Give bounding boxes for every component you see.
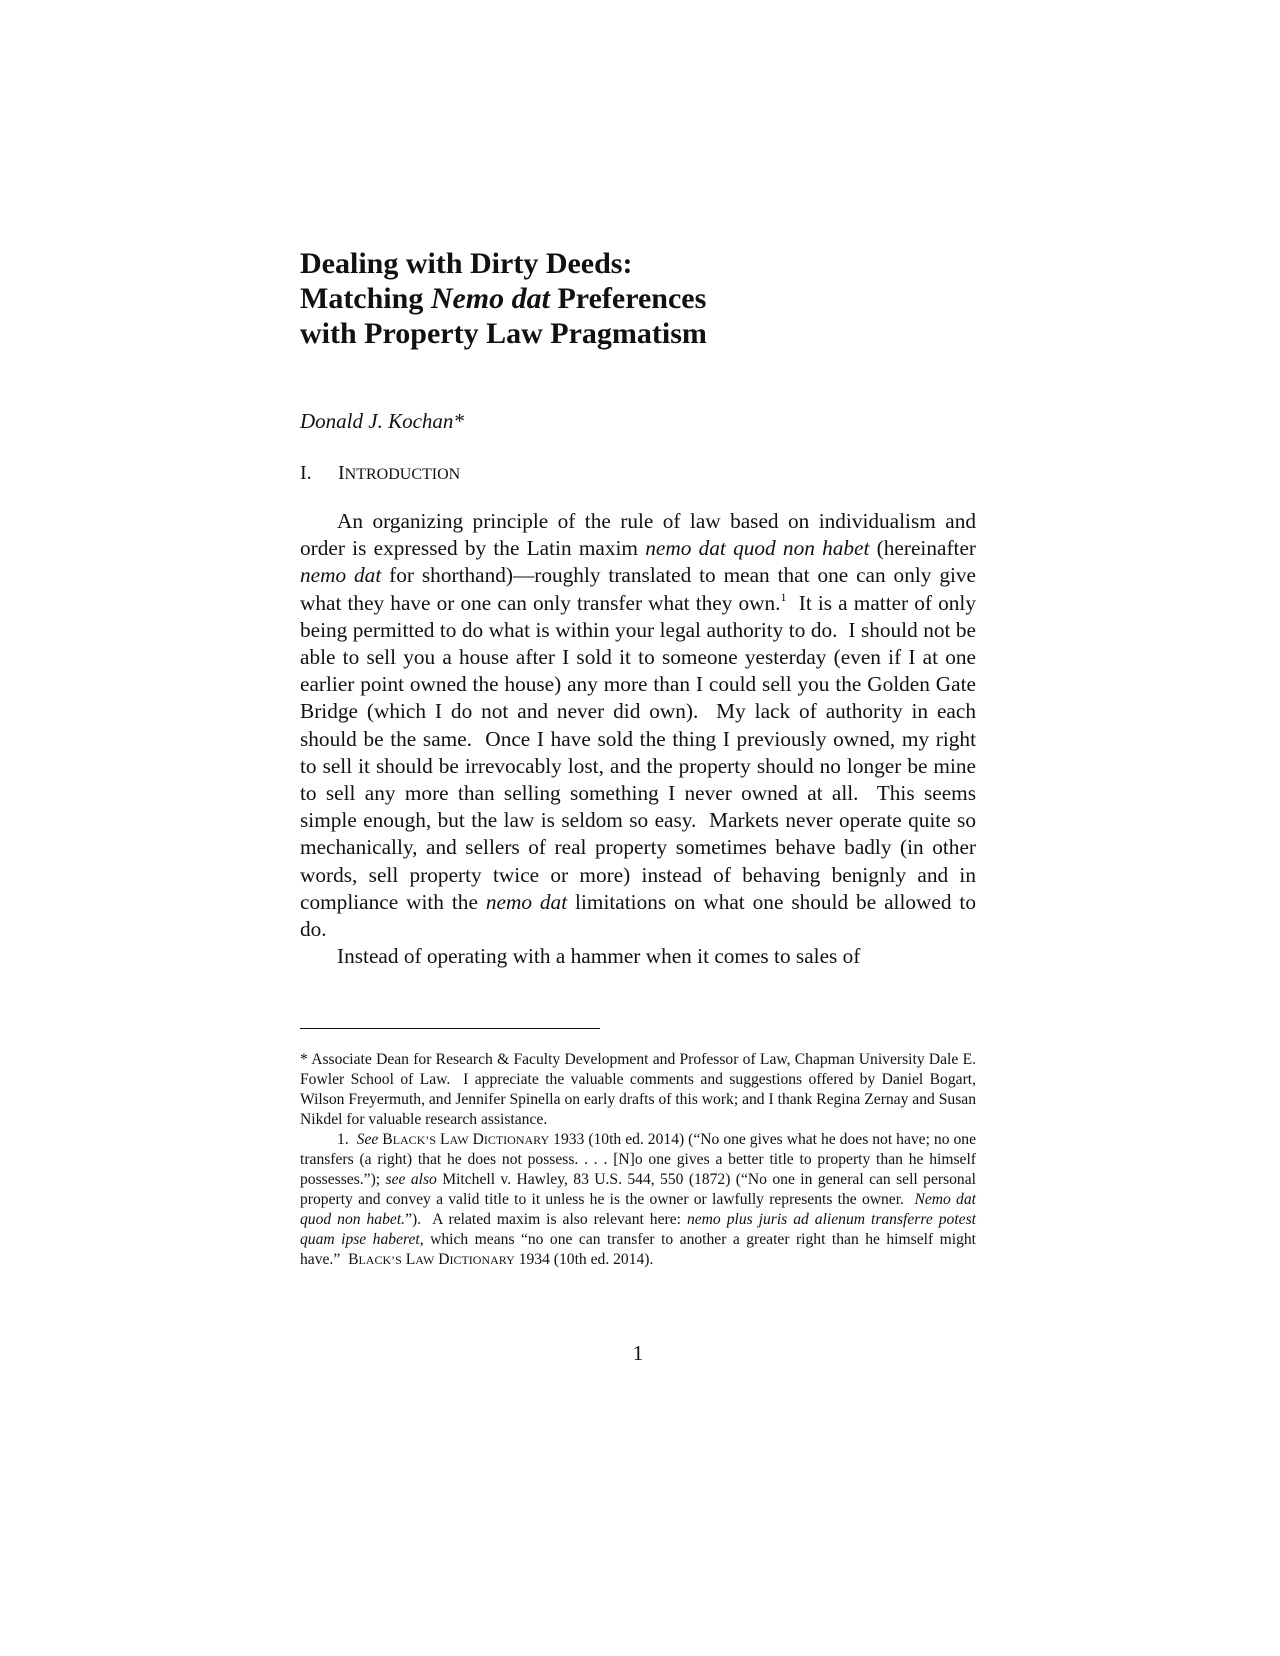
- footnote-1-number: 1.: [337, 1131, 357, 1148]
- signal-see: See: [356, 1131, 379, 1148]
- smallcaps-rest: AW: [415, 1253, 435, 1267]
- section-title-initial: I: [338, 462, 345, 484]
- body-text: [300, 508, 976, 970]
- footnote-text-run: 1934 (10th ed. 2014).: [514, 1251, 654, 1268]
- latin-term: nemo dat: [485, 889, 568, 914]
- body-paragraph-1: [300, 508, 976, 943]
- signal-see-also: see also: [385, 1171, 437, 1188]
- body-text-run: An organizing principle of the rule of law based on individualism and order is expressed by the Latin maxim: [300, 509, 976, 561]
- blacks-law-dictionary-cite: [348, 1251, 515, 1268]
- blacks-law-dictionary-cite: [382, 1131, 549, 1148]
- body-text-run: It is a matter of only being permitted to do what is within your legal authority to do. I should not be able to sell you a house after I sold it to someone yesterday (even if I at one earlier point owned the house) any more than I could sell you the Golden Gate Bridge (which I do not and never did own). My lack of authority in each should be the same. Once I have sold the thing I previously owned, my right to sell it should be irrevocably lost, and the property should no longer be mine to sell any more than selling something I never owned at all. This seems simple enough, but the law is seldom so easy. Markets never operate quite so mechanically, and sellers of real property sometimes behave badly (in other words, sell property twice or more) instead of behaving benignly and in compliance with the: [300, 590, 976, 914]
- body-paragraph-2: Instead of operating with a hammer when it comes to sales of: [337, 944, 861, 969]
- footnote-reference-1[interactable]: 1: [780, 589, 787, 604]
- smallcaps-initial: D: [472, 1131, 484, 1148]
- smallcaps-rest: LACK’S: [392, 1133, 437, 1147]
- section-heading: [300, 460, 976, 488]
- footnote-text-run: 1933 (10th ed. 2014) (“No one gives what he does not have; no one transfers (a right) that he does not possess. . . . [N]o one gives a better title to property than he himself possesses.”);: [300, 1131, 976, 1188]
- smallcaps-rest: ICTIONARY: [449, 1253, 515, 1267]
- title-line-2: [300, 281, 976, 316]
- title-line-2-post: Preferences: [549, 282, 707, 315]
- page-number: 1: [632, 1341, 644, 1365]
- title-italic-term: Nemo dat: [430, 282, 550, 315]
- body-text-run: for shorthand)—roughly translated to mean that one can only give what they have or one can only transfer what they own.: [300, 563, 976, 615]
- article-title: [300, 246, 976, 351]
- smallcaps-initial: L: [405, 1251, 416, 1268]
- footnotes: [300, 1050, 976, 1270]
- author-name: Donald J. Kochan*: [300, 409, 464, 433]
- smallcaps-rest: ICTIONARY: [483, 1133, 550, 1147]
- body-text-run: limitations on what one should be allowed to do.: [300, 889, 977, 942]
- title-line-2-pre: Matching: [300, 282, 431, 315]
- section-title-rest: NTRODUCTION: [344, 466, 461, 483]
- footnote-1: [300, 1130, 976, 1270]
- smallcaps-initial: D: [438, 1251, 450, 1268]
- smallcaps-initial: B: [382, 1131, 393, 1148]
- body-text-run: (hereinafter: [869, 536, 976, 561]
- smallcaps-rest: AW: [449, 1133, 469, 1147]
- footnote-author: * Associate Dean for Research & Faculty Development and Professor of Law, Chapman University Dale E. Fowler School of Law. I appreciate the valuable comments and suggestions offered by Daniel Bogart, Wilson Freyermuth, and Jennifer Spinella on early drafts of this work; and I thank Regina Zernay and Susan Nikdel for valuable research assistance.: [300, 1051, 976, 1128]
- section-number: I.: [300, 462, 312, 484]
- footnote-text-run: Mitchell v. Hawley, 83 U.S. 544, 550 (1872) (“No one in general can sell personal property and convey a valid title to it unless he is the owner or lawfully represents the owner.: [300, 1171, 976, 1208]
- title-line-1: Dealing with Dirty Deeds:: [300, 247, 633, 280]
- footnote-text-run: , which means “no one can transfer to another a greater right than he himself might have.”: [300, 1231, 976, 1268]
- footnote-separator: [300, 1028, 600, 1029]
- latin-maxim: nemo dat quod non habet: [645, 536, 870, 561]
- latin-term: nemo dat: [300, 563, 382, 588]
- footnote-text-run: ”). A related maxim is also relevant here:: [405, 1211, 687, 1228]
- smallcaps-initial: B: [348, 1251, 359, 1268]
- smallcaps-rest: LACK’S: [358, 1253, 402, 1267]
- latin-maxim: nemo plus juris ad alienum transferre potest quam ipse haberet: [300, 1211, 976, 1248]
- title-line-3: with Property Law Pragmatism: [300, 317, 707, 350]
- latin-maxim: Nemo dat quod non habet.: [300, 1191, 976, 1228]
- smallcaps-initial: L: [440, 1131, 450, 1148]
